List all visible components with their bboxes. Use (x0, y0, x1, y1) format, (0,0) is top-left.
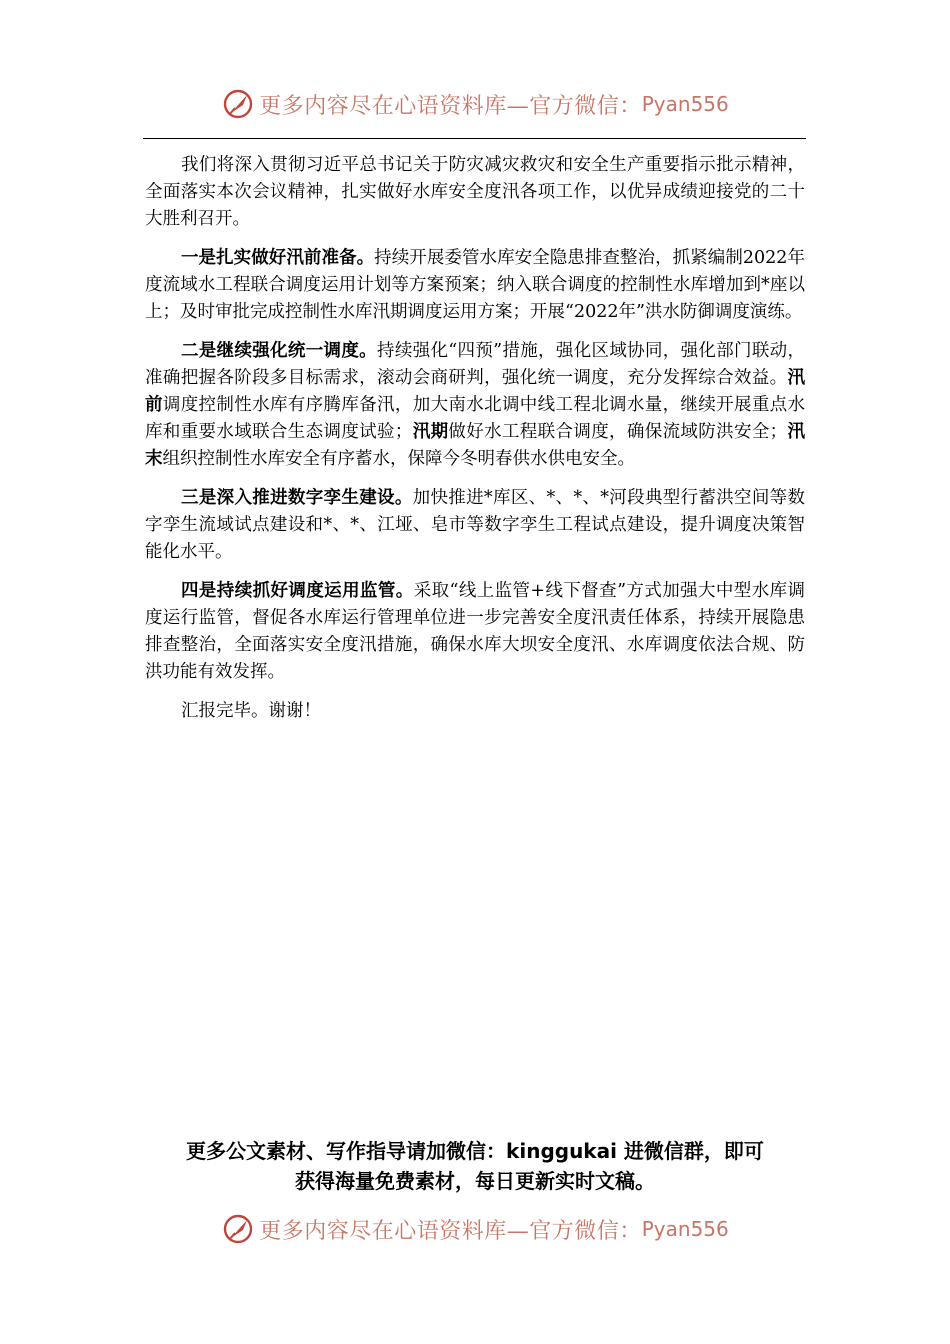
paragraph-lead: 三是深入推进数字孪生建设。 (181, 488, 413, 508)
quill-logo-icon (221, 87, 255, 121)
paragraph-closing: 汇报完毕。谢谢！ (181, 701, 321, 721)
header-divider (143, 138, 806, 139)
document-body (145, 152, 805, 737)
watermark-text: 更多内容尽在心语资料库—官方微信： (259, 93, 642, 119)
promo-line-2: 获得海量免费素材，每日更新实时文稿。 (295, 1169, 655, 1193)
paragraph-point-3: 三是深入推进数字孪生建设。加快推进*库区、*、*、*河段典型行蓄洪空间等数字孪生流域试点建设和*、*、江垭、皂市等数字孪生工程试点建设，提升调度决策智能化水平。 (145, 488, 806, 562)
watermark-id: Pyan556 (641, 1217, 729, 1241)
promo-notice (140, 1136, 810, 1196)
paragraph-point-2: 二是继续强化统一调度。持续强化“四预”措施，强化区域协同，强化部门联动，准确把握各阶段多目标需求，滚动会商研判，强化统一调度，充分发挥综合效益。汛前调度控制性水库有序腾库备汛，加大南水北调中线工程北调水量，继续开展重点水库和重要水域联合生态调度试验；汛期做好水工程联合调度，确保流域防洪安全；汛末组织控制性水库安全有序蓄水，保障今冬明春供水供电安全。 (145, 341, 806, 469)
paragraph-lead: 一是扎实做好汛前准备。 (181, 248, 375, 268)
paragraph-point-4: 四是持续抓好调度运用监管。采取“线上监管+线下督查”方式加强大中型水库调度运行监管，督促各水库运行管理单位进一步完善安全度汛责任体系，持续开展隐患排查整治，全面落实安全度汛措施，确保水库大坝安全度汛、水库调度依法合规、防洪功能有效发挥。 (145, 581, 806, 682)
paragraph-lead: 二是继续强化统一调度。 (181, 341, 377, 361)
promo-line-1: 更多公文素材、写作指导请加微信：kinggukai 进微信群，即可 (186, 1139, 764, 1163)
footer-watermark (0, 1209, 950, 1249)
quill-logo-icon (221, 1212, 255, 1246)
watermark-id: Pyan556 (641, 92, 729, 116)
watermark-text: 更多内容尽在心语资料库—官方微信： (259, 1218, 642, 1244)
paragraph-intro: 我们将深入贯彻习近平总书记关于防灾减灾救灾和安全生产重要指示批示精神，全面落实本次会议精神，扎实做好水库安全度汛各项工作，以优异成绩迎接党的二十大胜利召开。 (145, 155, 805, 229)
paragraph-point-1: 一是扎实做好汛前准备。持续开展委管水库安全隐患排查整治，抓紧编制2022年度流域水工程联合调度运用计划等方案预案；纳入联合调度的控制性水库增加到*座以上；及时审批完成控制性水库汛期调度运用方案；开展“2022年”洪水防御调度演练。 (145, 248, 805, 322)
header-watermark (0, 84, 950, 124)
paragraph-lead: 四是持续抓好调度运用监管。 (181, 581, 414, 601)
